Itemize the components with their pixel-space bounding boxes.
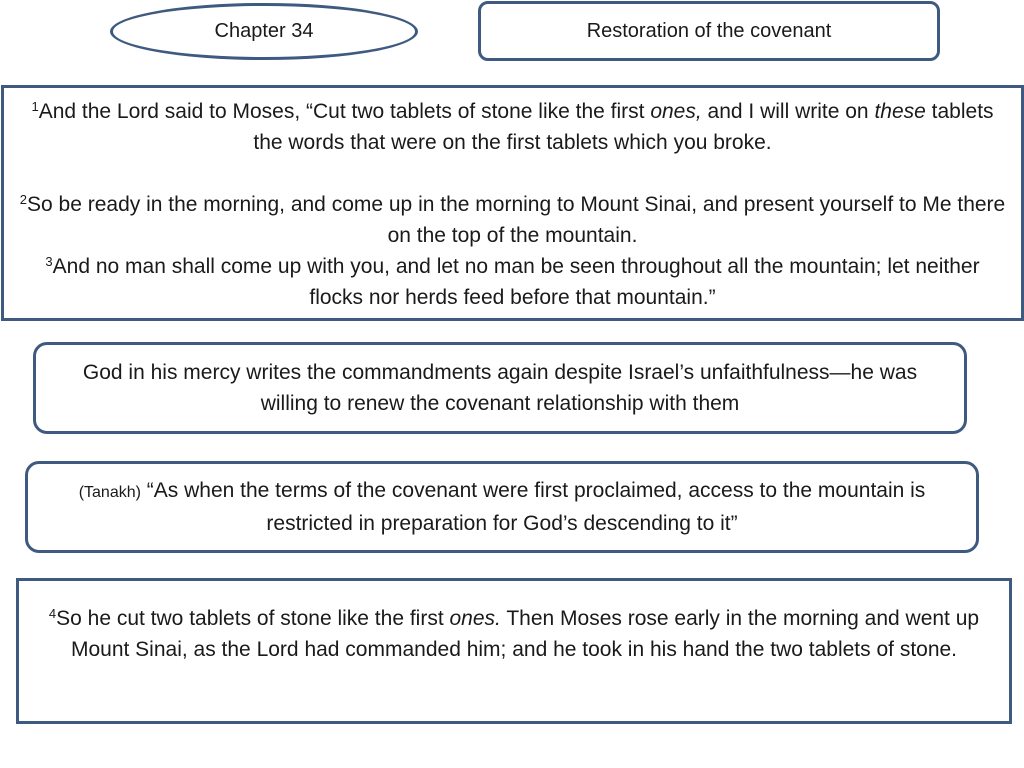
verse-4-box [16, 578, 1012, 724]
verse-text: So be ready in the morning, and come up in the morning to Mount Sinai, and present yourself to Me there on the top of the mountain. [27, 193, 1006, 247]
verse-text: So he cut two tablets of stone like the first [56, 607, 450, 630]
verse-3 [18, 251, 1007, 313]
tanakh-quote-box [25, 461, 979, 553]
commentary-text: God in his mercy writes the commandments again despite Israel’s unfaithfulness—he was willing to renew the covenant relationship with them [82, 361, 918, 415]
chapter-label [110, 3, 418, 60]
verse-2 [18, 189, 1007, 251]
verse-number: 3 [45, 254, 53, 269]
slide-title-text: Restoration of the covenant [586, 19, 832, 42]
slide-title [478, 1, 940, 61]
verses-1-3-box [1, 85, 1024, 321]
verse-italic: ones. [449, 607, 501, 630]
verse-text: And the Lord said to Moses, “Cut two tablets of stone like the first [38, 100, 651, 123]
verse-text: Then Moses rose early in the morning and went up Mount Sinai, as the Lord had commanded him; and he took in his hand the two tablets of stone. [70, 607, 980, 661]
commentary-box [33, 342, 967, 434]
tanakh-source: (Tanakh) [78, 484, 141, 501]
spacer [18, 158, 1007, 189]
chapter-text: Chapter 34 [214, 20, 314, 42]
verse-text: And no man shall come up with you, and let no man be seen throughout all the mountain; let neither flocks nor herds feed before that mountain.” [52, 255, 980, 309]
tanakh-quote: “As when the terms of the covenant were first proclaimed, access to the mountain is restricted in preparation for God’s descending to it” [146, 479, 926, 535]
verse-text: tablets the words that were on the first tablets which you broke. [253, 100, 994, 154]
verse-italic: ones, [650, 100, 702, 123]
verse-4 [33, 603, 995, 665]
verse-1 [18, 96, 1007, 158]
verse-italic: these [874, 100, 926, 123]
verse-number: 4 [48, 606, 57, 621]
verse-number: 2 [19, 192, 27, 207]
verse-number: 1 [31, 99, 39, 114]
verse-text: and I will write on [701, 100, 875, 123]
tanakh-quote-content [44, 475, 960, 539]
